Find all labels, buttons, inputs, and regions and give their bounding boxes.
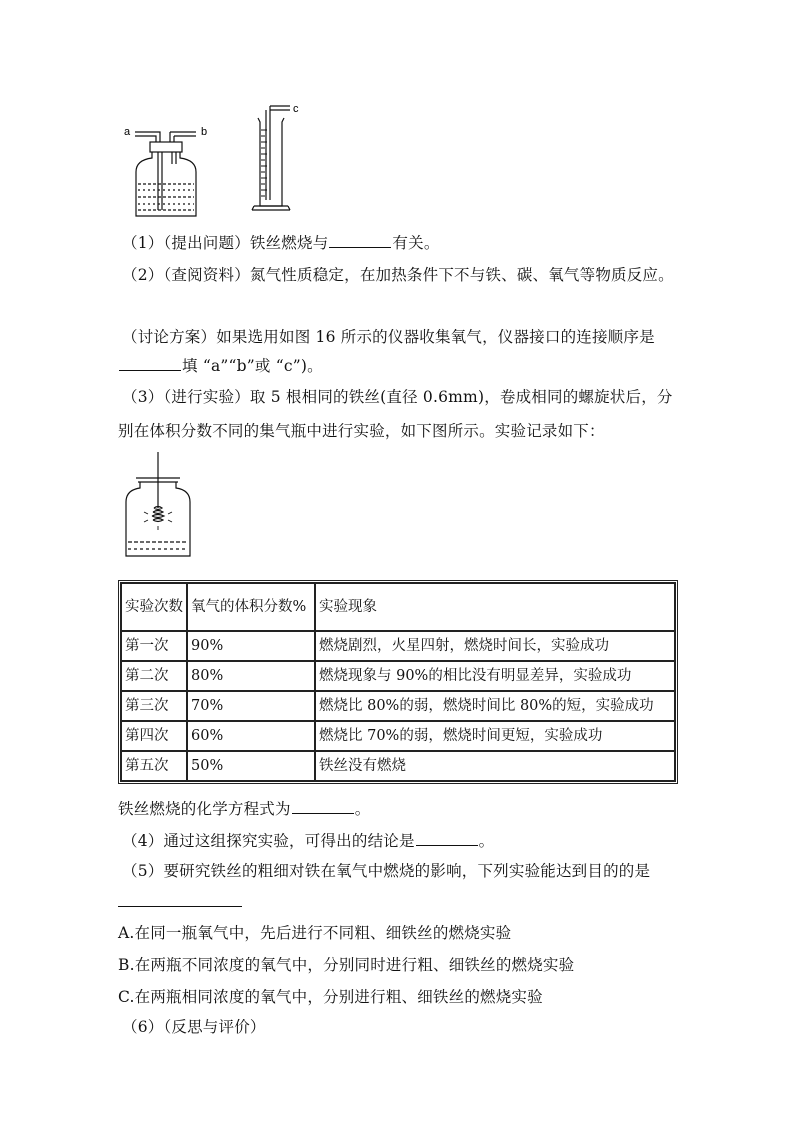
table-row: 第五次 50% 铁丝没有燃烧	[121, 751, 675, 781]
label-b: b	[201, 126, 208, 138]
label-c: c	[293, 103, 299, 115]
option-c[interactable]: C.在两瓶相同浓度的氧气中，分别进行粗、细铁丝的燃烧实验	[118, 988, 543, 1006]
question-6: （6）（反思与评价）	[122, 1018, 266, 1036]
table-row: 第一次 90% 燃烧剧烈，火星四射，燃烧时间长，实验成功	[121, 631, 675, 661]
gas-bottle-icon	[135, 132, 196, 216]
answer-blank-equation[interactable]	[292, 799, 354, 814]
option-a[interactable]: A.在同一瓶氧气中，先后进行不同粗、细铁丝的燃烧实验	[118, 924, 512, 942]
question-3-line-2: 别在体积分数不同的集气瓶中进行实验，如下图所示。实验记录如下：	[118, 422, 605, 440]
discussion-line-1: （讨论方案）如果选用如图 16 所示的仪器收集氧气，仪器接口的连接顺序是	[122, 328, 655, 346]
header-oxygen-fraction: 氧气的体积分数%	[187, 583, 315, 631]
answer-blank-4[interactable]	[416, 831, 478, 846]
discussion-line-2: 填 “a”“b”或 “c”)。	[118, 355, 323, 377]
answer-blank-1[interactable]	[329, 233, 391, 248]
table-row: 第三次 70% 燃烧比 80%的弱，燃烧时间比 80%的短，实验成功	[121, 691, 675, 721]
question-4: （4）通过这组探究实验，可得出的结论是 。	[122, 832, 495, 850]
gas-jar-icon	[126, 452, 190, 556]
question-3-line-1: （3）（进行实验）取 5 根相同的铁丝(直径 0.6mm)，卷成相同的螺旋状后，分	[122, 388, 673, 406]
header-trial: 实验次数	[121, 583, 187, 631]
table-header-row	[121, 583, 675, 631]
experiment-table	[118, 580, 678, 784]
graduated-cylinder-icon	[252, 106, 290, 210]
table-row: 第二次 80% 燃烧现象与 90%的相比没有明显差异，实验成功	[121, 661, 675, 691]
label-a: a	[124, 126, 131, 138]
table-row: 第四次 60% 燃烧比 70%的弱，燃烧时间更短，实验成功	[121, 721, 675, 751]
question-5: （5）要研究铁丝的粗细对铁在氧气中燃烧的影响，下列实验能达到目的的是	[122, 862, 651, 880]
apparatus-figure	[118, 100, 318, 225]
question-2: （2）（查阅资料）氮气性质稳定，在加热条件下不与铁、碳、氧气等物质反应。	[122, 266, 674, 284]
option-b[interactable]: B.在两瓶不同浓度的氧气中，分别同时进行粗、细铁丝的燃烧实验	[118, 956, 575, 974]
gas-jar-figure	[118, 450, 198, 568]
question-1: （1）（提出问题）铁丝燃烧与 有关。	[122, 234, 440, 252]
equation-line: 铁丝燃烧的化学方程式为 。	[118, 800, 371, 818]
answer-blank-connection-order[interactable]	[119, 356, 181, 371]
header-phenomenon: 实验现象	[315, 583, 675, 631]
answer-blank-5[interactable]	[118, 906, 242, 907]
